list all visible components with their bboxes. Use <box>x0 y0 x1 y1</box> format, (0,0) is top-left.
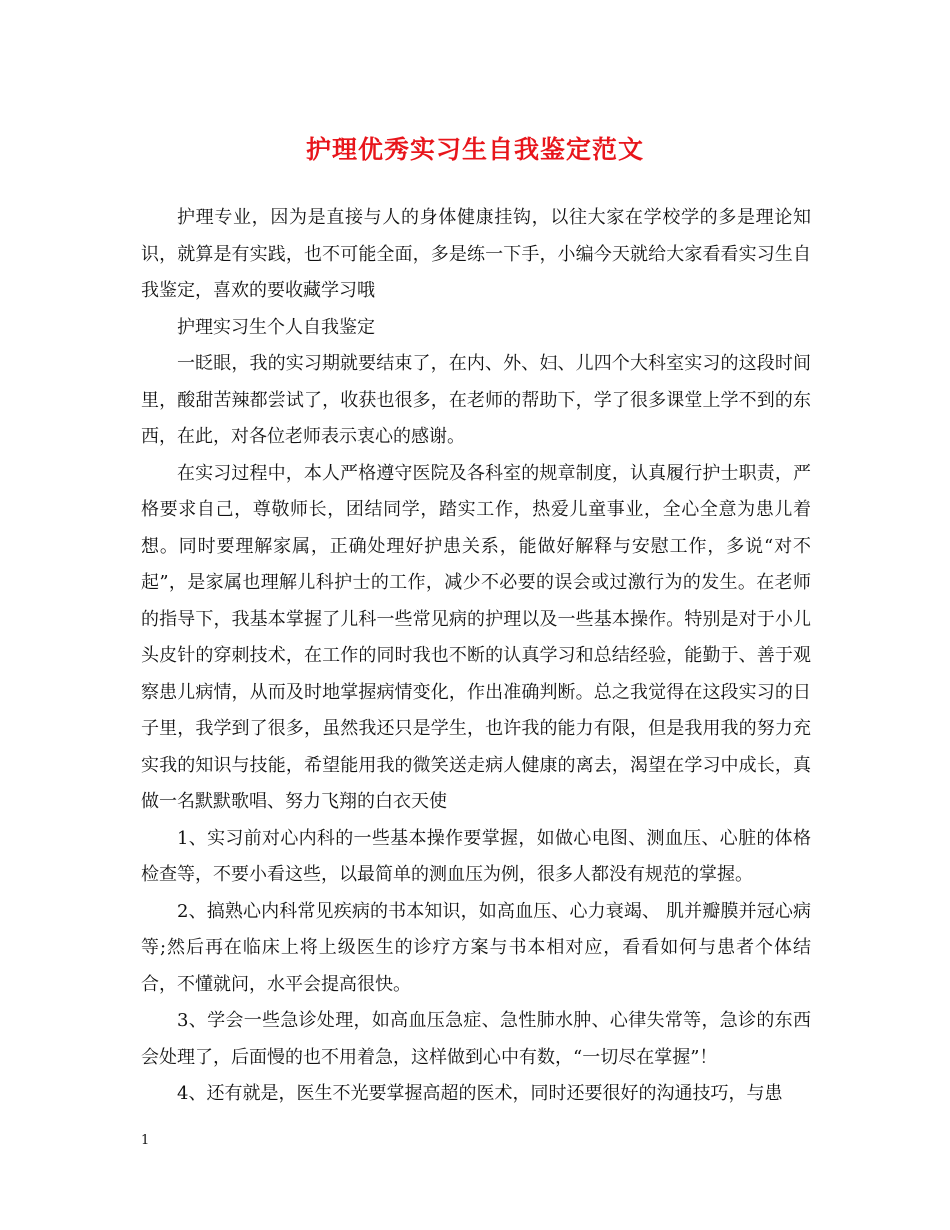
section-heading: 护理实习生个人自我鉴定 <box>177 316 375 338</box>
paragraph-tip-2: 2、搞熟心内科常见疾病的书本知识，如高血压、心力衰竭、 肌并瓣膜并冠心病等;然后再在临床上将上级医生的诊疗方案与书本相对应，看看如何与患者个体结合，不懂就问，水平会提高很快。 <box>141 900 811 995</box>
paragraph-internship-end: 一眨眼，我的实习期就要结束了，在内、外、妇、儿四个大科室实习的这段时间里，酸甜苦辣都尝试了，收获也很多，在老师的帮助下，学了很多课堂上学不到的东西，在此，对各位老师表示衷心的感谢。 <box>141 353 811 447</box>
paragraph-tip-4: 4、还有就是，医生不光要掌握高超的医术，同时还要很好的沟通技巧，与患 <box>177 1083 783 1104</box>
paragraph-tip-3: 3、学会一些急诊处理，如高血压急症、急性肺水肿、心律失常等，急诊的东西会处理了，后面慢的也不用着急，这样做到心中有数，“一切尽在掌握”！ <box>141 1010 811 1068</box>
paragraph-intro: 护理专业，因为是直接与人的身体健康挂钩，以往大家在学校学的多是理论知识，就算是有实践，也不可能全面，多是练一下手，小编今天就给大家看看实习生自我鉴定，喜欢的要收藏学习哦 <box>141 207 811 301</box>
paragraph-tip-1: 1、实习前对心内科的一些基本操作要掌握，如做心电图、测血压、心脏的体格检查等，不要小看这些，以最简单的测血压为例，很多人都没有规范的掌握。 <box>141 827 811 885</box>
document-body <box>141 200 811 1113</box>
paragraph-internship-process: 在实习过程中，本人严格遵守医院及各科室的规章制度，认真履行护士职责，严格要求自己，尊敬师长，团结同学，踏实工作，热爱儿童事业，全心全意为患儿着想。同时要理解家属，正确处理好护患关系，能做好解释与安慰工作，多说“对不起”，是家属也理解儿科护士的工作，减少不必要的误会或过激行为的发生。在老师的指导下，我基本掌握了儿科一些常见病的护理以及一些基本操作。特别是对于小儿头皮针的穿刺技术，在工作的同时我也不断的认真学习和总结经验，能勤于、善于观察患儿病情，从而及时地掌握病情变化，作出准确判断。总之我觉得在这段实习的日子里，我学到了很多，虽然我还只是学生，也许我的能力有限，但是我用我的努力充实我的知识与技能，希望能用我的微笑送走病人健康的离去，渴望在学习中成长，真做一名默默歌唱、努力飞翔的白衣天使 <box>141 462 811 812</box>
page-number: 1 <box>141 1133 150 1148</box>
document-title: 护理优秀实习生自我鉴定范文 <box>305 135 644 164</box>
